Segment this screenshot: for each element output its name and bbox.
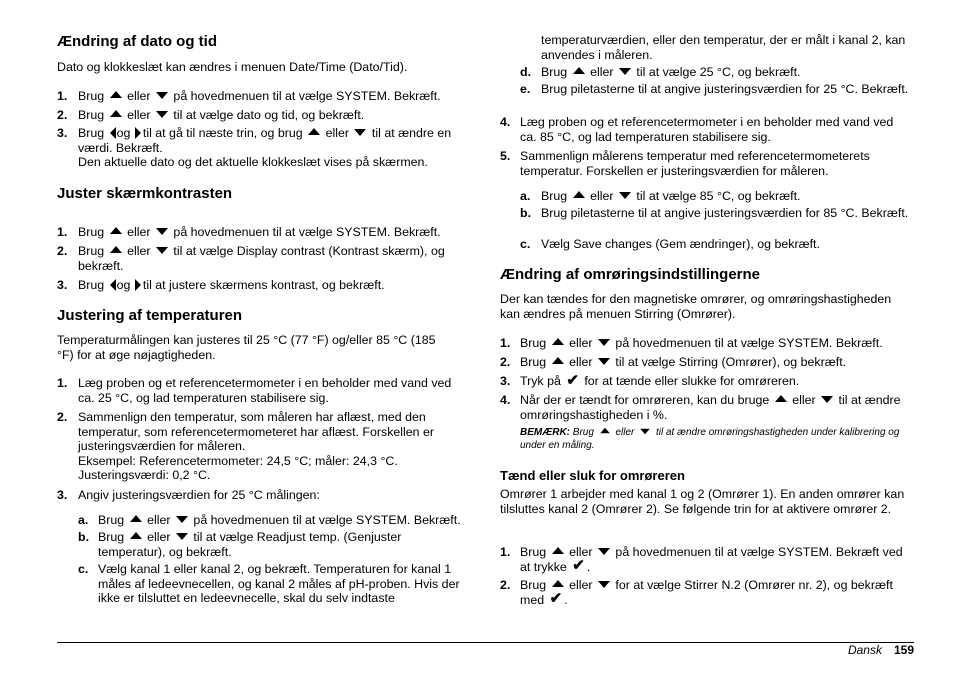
arrow-down-icon — [619, 68, 631, 75]
list-item: 2. Brug eller til at vælge Stirring (Omrører), og bekræft. — [500, 355, 847, 369]
arrow-down-icon — [598, 358, 610, 365]
arrow-up-icon — [775, 395, 787, 402]
footer-language: Dansk — [847, 643, 882, 657]
intro-stirrer-toggle: Omrører 1 arbejder med kanal 1 og 2 (Omrører 1). En anden omrører kan tilsluttes kanal 2 (Omrører 2). Se følgende trin for at aktivere omrører 2. — [500, 487, 905, 516]
arrow-down-icon — [598, 339, 610, 346]
sub-list-item: a. Brug eller til at vælge 85 °C, og bekræft. — [520, 189, 801, 203]
list-item: 2. Sammenlign den temperatur, som måleren har aflæst, med den temperatur, som referencetermometeret har aflæst. Forskellen er justeringsværdien for måleren. Eksempel: Referencetermometer: 24,5 °C; måler: 24,3 °C. Justeringsværdi: 0,2 °C. — [57, 410, 435, 483]
list-item: 3. Tryk på ✔ for at tænde eller slukke for omrøreren. — [500, 371, 800, 389]
arrow-down-icon — [156, 92, 168, 99]
list-item: 3. Brug og til at justere skærmens kontrast, og bekræft. — [57, 278, 385, 292]
list-item: 3. Brug og til at gå til næste trin, og brug eller til at ændre en værdi. Bekræft. Den aktuelle dato og det aktuelle klokkeslæt vises på skærmen. — [57, 126, 452, 170]
arrow-left-icon — [110, 279, 116, 291]
arrow-up-icon — [130, 532, 142, 539]
arrow-up-icon — [110, 110, 122, 117]
list-item: 1. Brug eller på hovedmenuen til at vælge SYSTEM. Bekræft ved at trykke ✔ . — [500, 545, 903, 575]
sub-list-item: e. Brug piletasterne til at angive justeringsværdien for 25 °C. Bekræft. — [520, 82, 909, 96]
arrow-up-icon — [552, 338, 564, 345]
arrow-down-icon — [619, 192, 631, 199]
heading-stirring: Ændring af omrøringsindstillingerne — [500, 266, 761, 283]
intro-stirring: Der kan tændes for den magnetiske omrører, og omrøringshastigheden kan ændres på menuen Stirring (Omrører). — [500, 292, 892, 321]
arrow-up-icon — [110, 227, 122, 234]
list-item: 2. Brug eller til at vælge dato og tid, og bekræft. — [57, 108, 365, 122]
arrow-up-icon — [552, 357, 564, 364]
sub-list-item: b. Brug eller til at vælge Readjust temp. (Genjuster temperatur), og bekræft. — [78, 530, 402, 559]
intro-temperature: Temperaturmålingen kan justeres til 25 °C (77 °F) og/eller 85 °C (185 °F) for at øge nøjagtigheden. — [57, 333, 436, 362]
arrow-up-icon — [552, 547, 564, 554]
list-item: 4. Når der er tændt for omrøreren, kan du bruge eller til at ændre omrøringshastigheden i %. — [500, 393, 901, 422]
checkmark-icon: ✔ — [549, 590, 563, 608]
sub-list-item: d. Brug eller til at vælge 25 °C, og bekræft. — [520, 65, 801, 79]
arrow-down-icon — [176, 516, 188, 523]
checkmark-icon: ✔ — [572, 557, 585, 575]
arrow-down-icon — [156, 247, 168, 254]
heading-temperature: Justering af temperaturen — [57, 307, 243, 324]
arrow-right-icon — [135, 127, 141, 139]
arrow-down-icon — [156, 111, 168, 118]
arrow-down-icon — [598, 548, 610, 555]
list-item: 1. Læg proben og et referencetermometer i en beholder med vand ved ca. 25 °C, og lad temperaturen stabilisere sig. — [57, 376, 452, 405]
arrow-up-icon — [573, 67, 585, 74]
sub-list-item: c. Vælg kanal 1 eller kanal 2, og bekræft. Temperaturen for kanal 1 måles af ledeevnecellen, og kanal 2 måles af pH-proben. Hvis der ikke er tilsluttet en ledeevnecelle, skal du selv indtaste — [78, 562, 460, 606]
arrow-down-icon — [598, 581, 610, 588]
intro-date-time: Dato og klokkeslæt kan ændres i menuen Date/Time (Dato/Tid). — [57, 60, 408, 74]
sub-list-item: b. Brug piletasterne til at angive justeringsværdien for 85 °C. Bekræft. — [520, 206, 909, 220]
list-item: 1. Brug eller på hovedmenuen til at vælge SYSTEM. Bekræft. — [500, 336, 883, 350]
checkmark-icon: ✔ — [566, 371, 579, 389]
list-item: 2. Brug eller for at vælge Stirrer N.2 (Omrører nr. 2), og bekræft med ✔ . — [500, 578, 893, 608]
arrow-down-icon — [156, 228, 168, 235]
footer-divider — [57, 642, 914, 643]
continued-text: temperaturværdien, eller den temperatur, der er målt i kanal 2, kan anvendes i måleren. — [541, 33, 906, 62]
arrow-up-icon — [600, 428, 610, 434]
arrow-left-icon — [110, 127, 116, 139]
arrow-up-icon — [130, 515, 142, 522]
arrow-up-icon — [110, 91, 122, 98]
list-item: 1. Brug eller på hovedmenuen til at vælge SYSTEM. Bekræft. — [57, 225, 441, 239]
note: BEMÆRK: Brug eller til at ændre omrøringshastigheden under kalibrering og under en måling. — [520, 427, 900, 451]
heading-contrast: Juster skærmkontrasten — [57, 185, 233, 202]
heading-stirrer-toggle: Tænd eller sluk for omrøreren — [500, 468, 685, 483]
arrow-up-icon — [308, 128, 320, 135]
arrow-down-icon — [640, 429, 650, 435]
sub-list-item: a. Brug eller på hovedmenuen til at vælge SYSTEM. Bekræft. — [78, 513, 461, 527]
arrow-up-icon — [552, 580, 564, 587]
page-number: 159 — [893, 643, 914, 657]
arrow-right-icon — [135, 279, 141, 291]
sub-list-item: c. Vælg Save changes (Gem ændringer), og bekræft. — [520, 237, 820, 251]
list-item: 4. Læg proben og et referencetermometer i en beholder med vand ved ca. 85 °C, og lad temperaturen stabilisere sig. — [500, 115, 894, 144]
arrow-down-icon — [176, 533, 188, 540]
list-item: 2. Brug eller til at vælge Display contrast (Kontrast skærm), og bekræft. — [57, 244, 445, 273]
list-item: 1. Brug eller på hovedmenuen til at vælge SYSTEM. Bekræft. — [57, 89, 441, 103]
list-item: 3. Angiv justeringsværdien for 25 °C målingen: — [57, 488, 320, 502]
arrow-down-icon — [354, 129, 366, 136]
list-item: 5. Sammenlign målerens temperatur med referencetermometerets temperatur. Forskellen er justeringsværdien for måleren. — [500, 149, 870, 178]
arrow-down-icon — [821, 396, 833, 403]
arrow-up-icon — [573, 191, 585, 198]
heading-date-time: Ændring af dato og tid — [57, 33, 217, 50]
page-footer — [848, 643, 914, 657]
arrow-up-icon — [110, 246, 122, 253]
